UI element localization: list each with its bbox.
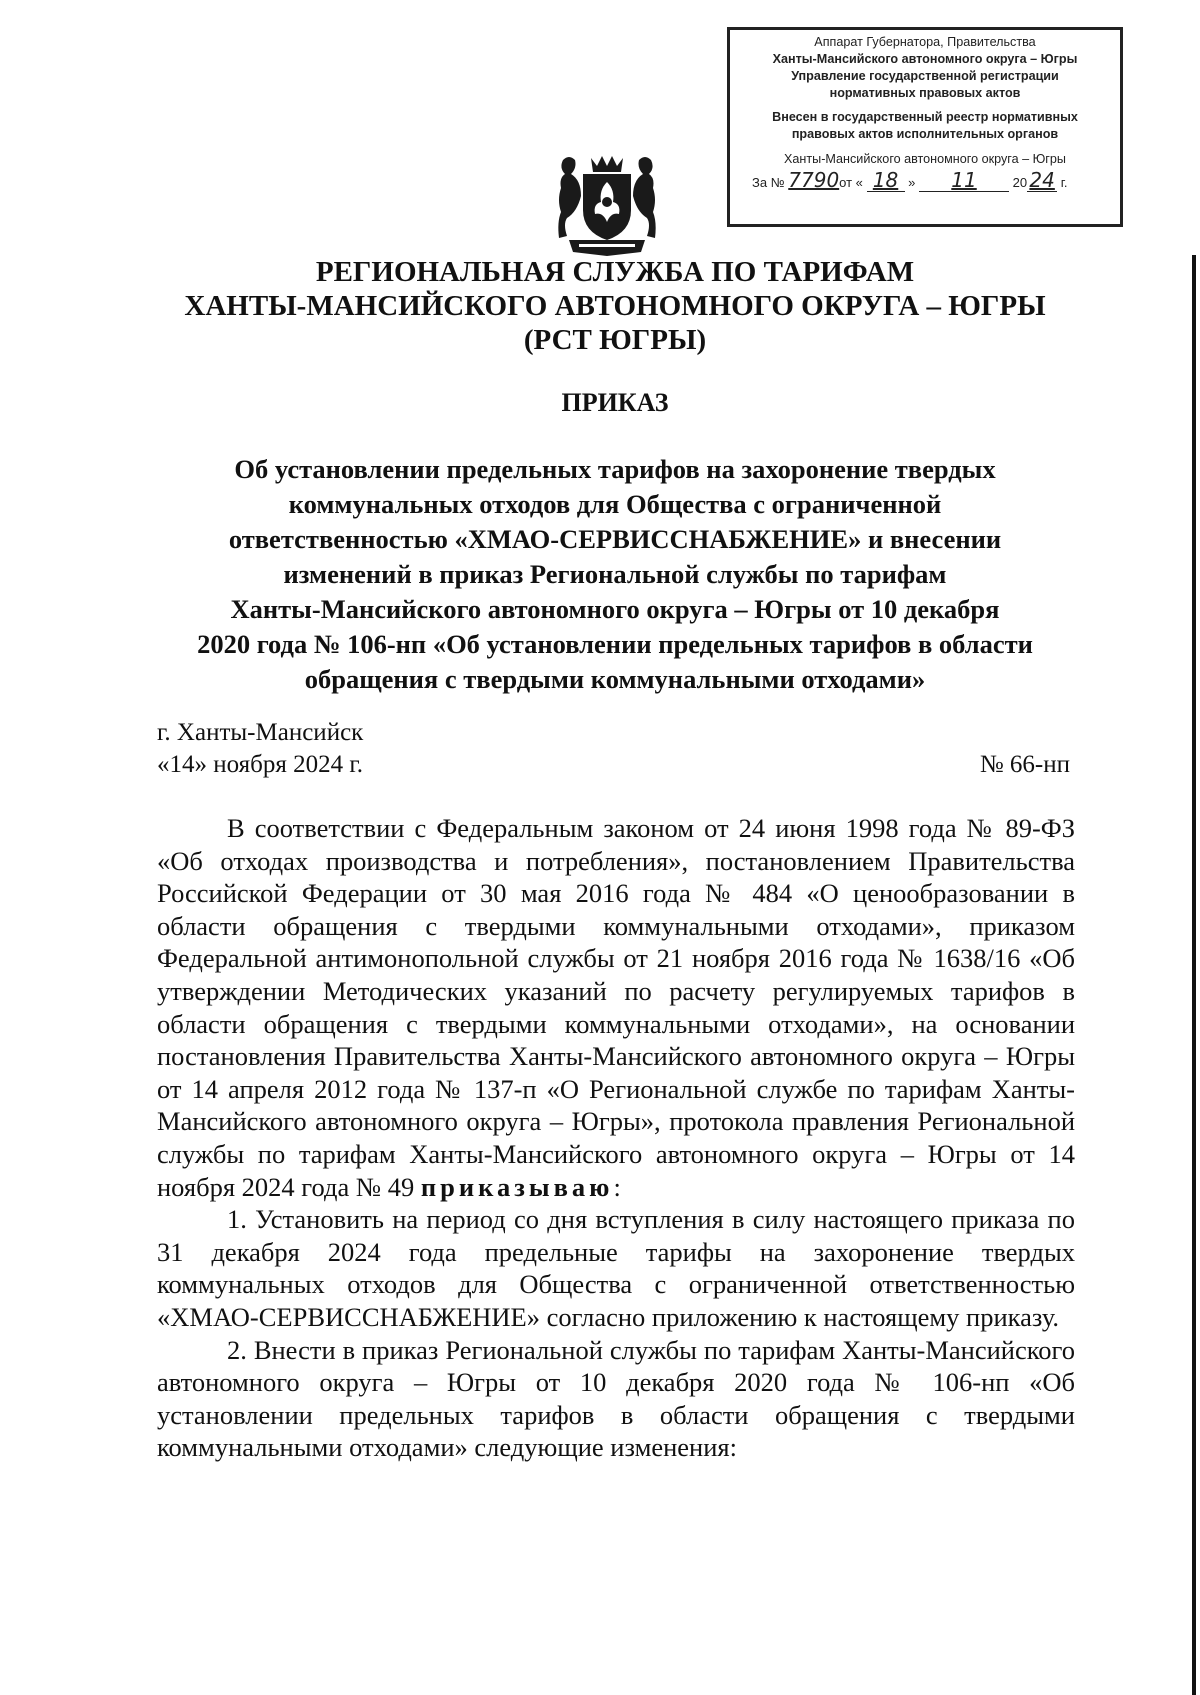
stamp-line: правовых актов исполнительных органов — [791, 127, 1059, 141]
document-type: ПРИКАЗ — [561, 388, 669, 417]
preamble-paragraph — [157, 812, 1075, 1203]
agency-line: ХАНТЫ-МАНСИЙСКОГО АВТОНОМНОГО ОКРУГА – ЮГРЫ — [184, 290, 1046, 322]
subject-line: коммунальных отходов для Общества с ограниченной — [288, 489, 942, 519]
stamp-reg-from: от « — [839, 175, 863, 190]
agency-line: (РСТ ЮГРЫ) — [523, 324, 707, 356]
preamble-text: В соответствии с Федеральным законом от 24 июня 1998 года № 89-ФЗ «Об отходах производства и потребления», постановлением Правительства Российской Федерации от 30 мая 2016 года № 484 «О ценообразовании в области обращения с твердыми коммунальными отходами», приказом Федеральной антимонопольной службы от 21 ноября 2016 года № 1638/16 «Об утверждении Методических указаний по расчету регулируемых тарифов в области обращения с твердыми коммунальными отходами», на основании постановления Правительства Ханты-Мансийского автономного округа – Югры от 14 апреля 2012 года № 137-п «О Региональной службе по тарифам Ханты-Мансийского автономного округа – Югры», протокола правления Региональной службы по тарифам Ханты-Мансийского автономного округа – Югры от 14 ноября 2024 года № 49 — [157, 813, 1075, 1202]
coat-of-arms-emblem — [555, 152, 659, 258]
stamp-line: Управление государственной регистрации — [791, 69, 1059, 83]
scan-edge-line — [1192, 255, 1196, 1695]
subject-line: 2020 года № 106-нп «Об установлении предельных тарифов в области — [197, 629, 1033, 659]
agency-line: РЕГИОНАЛЬНАЯ СЛУЖБА ПО ТАРИФАМ — [315, 256, 915, 288]
order-colon: : — [613, 1171, 621, 1202]
agency-name — [150, 255, 1080, 357]
document-body — [157, 812, 1075, 1464]
subject-line: изменений в приказ Региональной службы по тарифам — [283, 559, 947, 589]
stamp-reg-suffix: г. — [1060, 175, 1068, 190]
document-date: «14» ноября 2024 г. — [157, 751, 364, 778]
stamp-reg-number: 7790 — [788, 168, 840, 192]
document-place-date — [157, 717, 363, 781]
stamp-reg-day: 18 — [872, 168, 899, 192]
stamp-line: Ханты-Мансийского автономного округа – Югры — [784, 152, 1066, 166]
stamp-reg-month: 11 — [951, 168, 977, 192]
order-item-1: 1. Установить на период со дня вступления в силу настоящего приказа по 31 декабря 2024 года предельные тарифы на захоронение твердых коммунальных отходов для Общества с ограниченной ответственностью «ХМАО-СЕРВИССНАБЖЕНИЕ» согласно приложению к настоящему приказу. — [157, 1204, 1075, 1332]
stamp-line: нормативных правовых актов — [829, 86, 1021, 100]
order-word: приказываю — [420, 1171, 614, 1202]
subject-line: Об установлении предельных тарифов на захоронение твердых — [234, 454, 996, 484]
subject-line: Ханты-Мансийского автономного округа – Югры от 10 декабря — [230, 594, 1000, 624]
stamp-line: Внесен в государственный реестр нормативных — [772, 110, 1078, 124]
order-item-2: 2. Внести в приказ Региональной службы по тарифам Ханты-Мансийского автономного округа – Югры от 10 декабря 2020 года № 106-нп «Об установлении предельных тарифов в области обращения с твердыми коммунальными отходами» следующие изменения: — [157, 1334, 1075, 1463]
document-number: № 66-нп — [979, 751, 1070, 778]
stamp-registration-line — [734, 168, 1116, 192]
stamp-line: Аппарат Губернатора, Правительства — [814, 35, 1036, 49]
stamp-reg-year: 24 — [1029, 168, 1055, 192]
registration-stamp — [727, 27, 1123, 227]
subject-line: ответственностью «ХМАО-СЕРВИССНАБЖЕНИЕ» и внесении — [228, 524, 1002, 554]
stamp-reg-year-prefix: 20 — [1012, 175, 1028, 190]
document-subject — [150, 452, 1080, 697]
stamp-reg-prefix: За № — [752, 175, 785, 190]
stamp-line: Ханты-Мансийского автономного округа – Югры — [772, 52, 1078, 66]
document-city: г. Ханты-Мансийск — [157, 719, 364, 746]
subject-line: обращения с твердыми коммунальными отходами» — [304, 664, 926, 694]
stamp-reg-close: » — [908, 175, 916, 190]
